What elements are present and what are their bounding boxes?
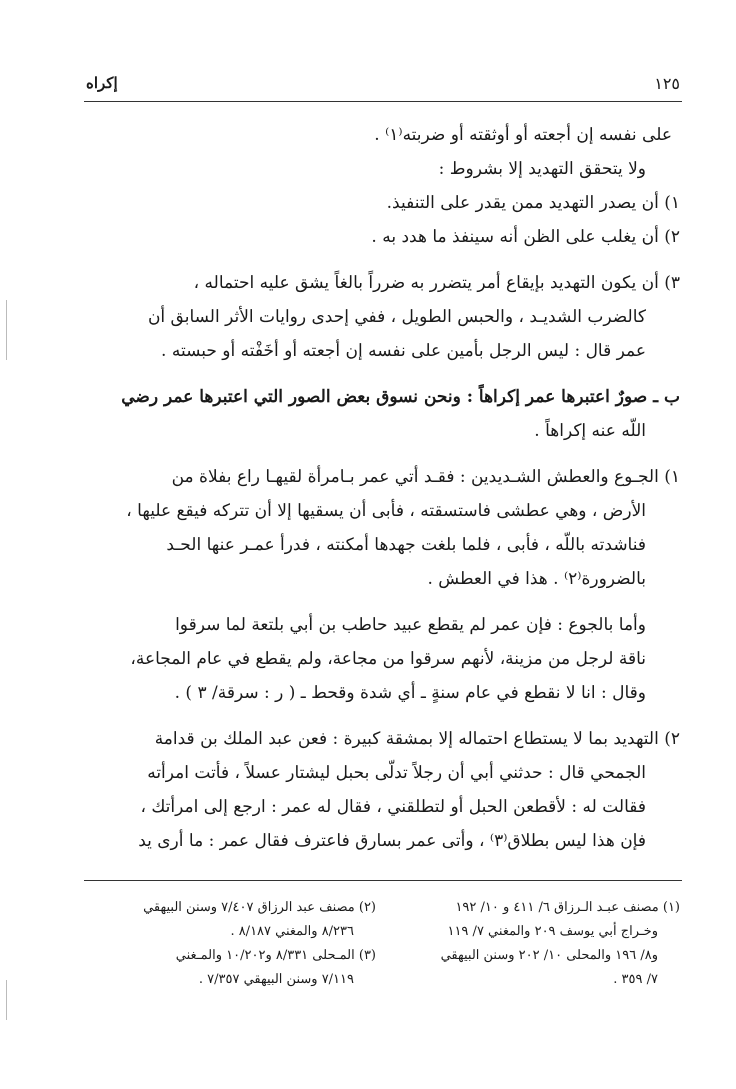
footnote-line: ٧/ ٣٥٩ . bbox=[613, 972, 658, 987]
text-line: الأرض ، وهي عطشى فاستسقته ، فأبى أن يسقيها إلا أن تتركه فيقع عليها ، bbox=[126, 501, 646, 521]
main-text bbox=[86, 118, 680, 858]
text-line: بالضرورة⁽٢⁾ . هذا في العطش . bbox=[427, 569, 646, 589]
page-number: ١٢٥ bbox=[654, 74, 680, 93]
footnote-line: (١) مصنف عبـد الـرزاق ٦/ ٤١١ و ١٠/ ١٩٢ bbox=[455, 900, 680, 915]
section-heading: ب ـ صورٌ اعتبرها عمر إكراهاً : ونحن نسوق بعض الصور التي اعتبرها عمر رضي bbox=[121, 387, 680, 407]
scan-edge-mark bbox=[6, 980, 7, 1020]
text-line: ولا يتحقق التهديد إلا بشروط : bbox=[438, 159, 646, 179]
footnote-line: (٢) مصنف عبد الرزاق ٧/٤٠٧ وسنن البيهقي bbox=[143, 900, 376, 915]
text-line: ١) الجـوع والعطش الشـديدين : فقـد أتي عمر بـامرأة لقيهـا راع بفلاة من bbox=[171, 467, 680, 487]
text-line: فإن هذا ليس بطلاق⁽٣⁾ ، وأتى عمر بسارق فاعترف فقال عمر : ما أرى يد bbox=[138, 831, 646, 851]
text-line: فناشدته باللّه ، فأبى ، فلما بلغت جهدها أمكنته ، فدرأ عمـر عنها الحـد bbox=[166, 535, 646, 555]
text-line: ٢) التهديد بما لا يستطاع احتماله إلا بمشقة كبيرة : فعن عبد الملك بن قدامة bbox=[154, 729, 680, 749]
text-line: وأما بالجوع : فإن عمر لم يقطع عبيد حاطب بن أبي بلتعة لما سرقوا bbox=[175, 615, 646, 635]
footnote-line: وخـراج أبي يوسف ٢٠٩ والمغني ٧/ ١١٩ bbox=[447, 924, 658, 939]
text-line: فقالت له : لأقطعن الحبل أو لتطلقني ، فقال له عمر : ارجع إلى امرأتك ، bbox=[140, 797, 646, 817]
text-line: اللّه عنه إكراهاً . bbox=[534, 421, 646, 441]
footnotes-right-column bbox=[390, 896, 680, 992]
header-rule bbox=[84, 101, 682, 102]
text-line: على نفسه إن أجعته أو أوثقته أو ضربته⁽١⁾ . bbox=[374, 125, 672, 145]
footnote-line: ٨/٢٣٦ والمغني ٨/١٨٧ . bbox=[230, 924, 354, 939]
running-title: إكراه bbox=[86, 74, 118, 92]
text-line: ١) أن يصدر التهديد ممن يقدر على التنفيذ. bbox=[386, 193, 680, 213]
scan-edge-mark bbox=[6, 300, 7, 360]
footnote-line: و٨/ ١٩٦ والمحلى ١٠/ ٢٠٢ وسنن البيهقي bbox=[440, 948, 658, 963]
text-line: ٣) أن يكون التهديد بإيقاع أمر يتضرر به ضرراً بالغاً يشق عليه احتماله ، bbox=[193, 273, 680, 293]
footnotes bbox=[86, 896, 680, 996]
text-line: الجمحي قال : حدثني أبي أن رجلاً تدلّى بحبل ليشتار عسلاً ، فأتت امرأته bbox=[147, 763, 646, 783]
text-line: وقال : انا لا نقطع في عام سنةٍ ـ أي شدة وقحط ـ ( ر : سرقة/ ٣ ) . bbox=[174, 683, 646, 703]
text-line: كالضرب الشديـد ، والحبس الطويل ، ففي إحدى روايات الأثر السابق أن bbox=[147, 307, 646, 327]
text-line: عمر قال : ليس الرجل بأمين على نفسه إن أجعته أو أخَفْته أو حبسته . bbox=[161, 341, 646, 361]
footnotes-left-column bbox=[86, 896, 376, 992]
footnote-line: ٧/١١٩ وسنن البيهقي ٧/٣٥٧ . bbox=[198, 972, 354, 987]
footnote-line: (٣) المـحلى ٨/٣٣١ و١٠/٢٠٢ والمـغني bbox=[175, 948, 376, 963]
page-header bbox=[86, 74, 680, 98]
text-line: ٢) أن يغلب على الظن أنه سينفذ ما هدد به . bbox=[371, 227, 680, 247]
footnote-rule bbox=[84, 880, 682, 881]
text-line: ناقة لرجل من مزينة، لأنهم سرقوا من مجاعة، ولم يقطع في عام المجاعة، bbox=[130, 649, 646, 669]
